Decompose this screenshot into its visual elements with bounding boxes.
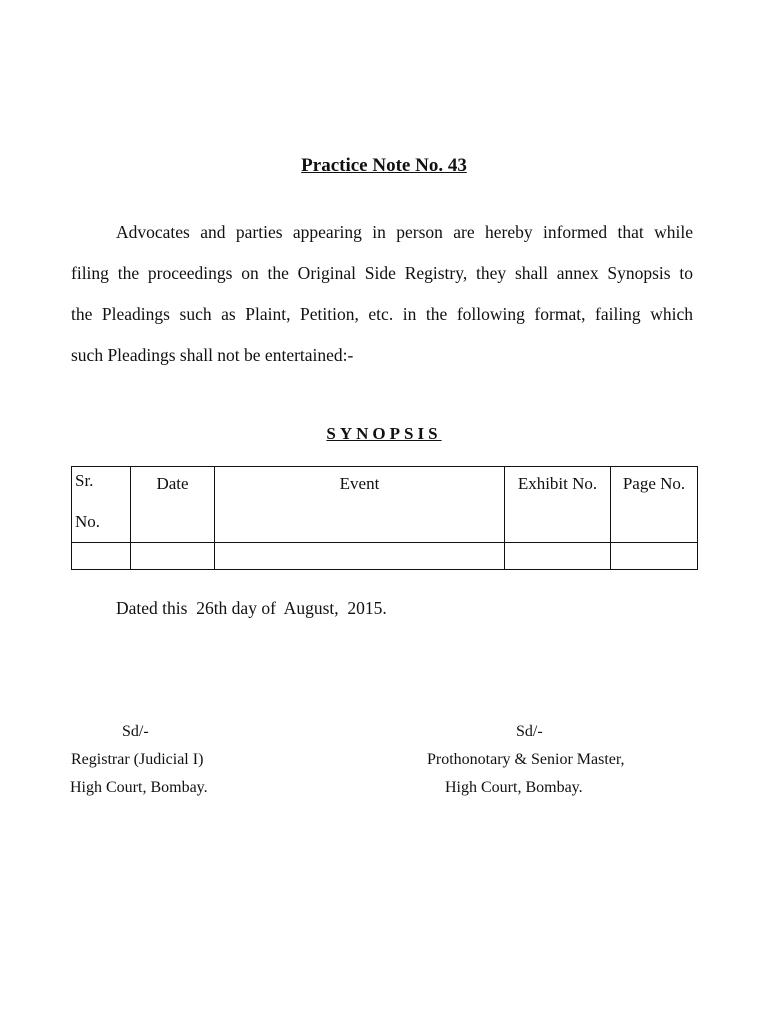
header-cell-sr-no [72, 467, 131, 543]
header-sr-label: Sr. [75, 471, 94, 490]
header-cell-exhibit [505, 467, 611, 543]
table-header-row [72, 467, 698, 543]
paragraph-line: such Pleadings shall not be entertained:- [71, 345, 354, 365]
paragraph-line: the Pleadings such as Plaint, Petition, etc. in the following format, failing which [71, 304, 693, 324]
table-cell [131, 543, 215, 570]
document-title: Practice Note No. 43 [301, 155, 467, 176]
dated-line: Dated this 26th day of August, 2015. [116, 598, 387, 618]
table-cell [215, 543, 505, 570]
table-cell [72, 543, 131, 570]
signatory-court: High Court, Bombay. [70, 779, 208, 796]
header-cell-event [215, 467, 505, 543]
header-cell-date [131, 467, 215, 543]
signatory-designation: Prothonotary & Senior Master, [427, 751, 625, 768]
paragraph-line: Advocates and parties appearing in person are hereby informed that while [116, 222, 693, 242]
signatory-designation: Registrar (Judicial I) [71, 751, 204, 768]
table-cell [611, 543, 698, 570]
paragraph-line: filing the proceedings on the Original Side Registry, they shall annex Synopsis to [71, 263, 693, 283]
signature-block-registrar [70, 718, 208, 802]
signatory-court: High Court, Bombay. [445, 779, 583, 796]
header-exhibit-label: Exhibit No. [517, 474, 598, 493]
table-cell [505, 543, 611, 570]
header-no-label: No. [75, 512, 101, 531]
header-event-label: Event [339, 474, 380, 493]
header-page-label: Page No. [622, 474, 686, 493]
signature-sd: Sd/- [122, 723, 149, 740]
signature-sd: Sd/- [516, 723, 543, 740]
notice-paragraph [71, 212, 693, 376]
header-date-label: Date [156, 474, 189, 493]
header-cell-page [611, 467, 698, 543]
table-row [72, 543, 698, 570]
synopsis-table [71, 466, 698, 570]
synopsis-heading: SYNOPSIS [326, 424, 442, 443]
signature-block-prothonotary [427, 718, 625, 802]
